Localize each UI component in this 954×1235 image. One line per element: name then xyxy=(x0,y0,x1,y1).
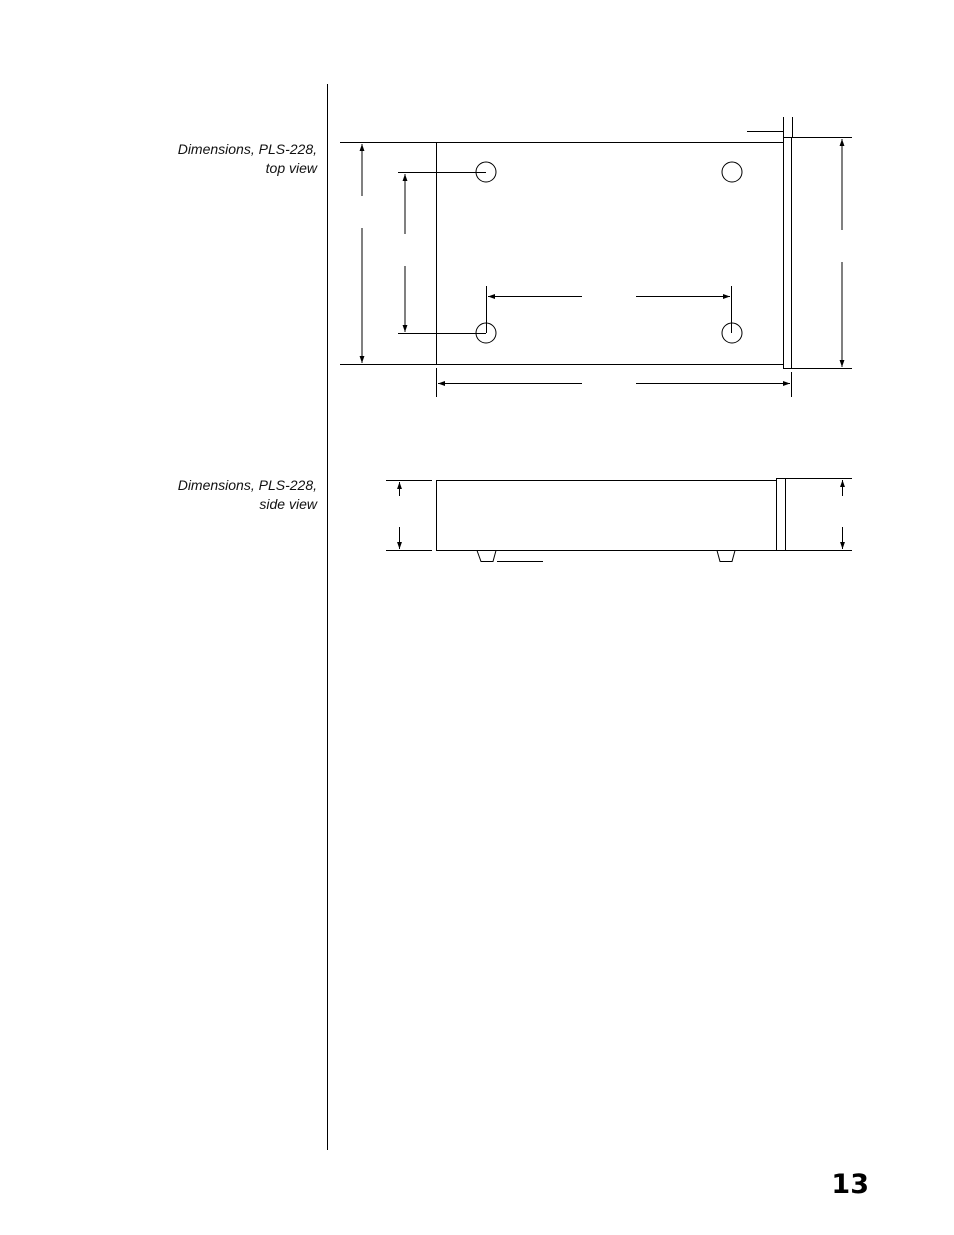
caption-side-view-line1: Dimensions, PLS-228, xyxy=(177,477,317,493)
side-view-drawing xyxy=(386,479,852,562)
side-view-front-panel xyxy=(777,479,786,551)
caption-side-view-line2: side view xyxy=(259,496,317,512)
top-view-drawing xyxy=(340,117,852,397)
side-view-foot-right xyxy=(717,551,735,562)
mounting-hole-top-right xyxy=(722,162,742,182)
side-view-foot-left xyxy=(477,551,496,562)
side-view-chassis xyxy=(437,481,777,551)
caption-top-view-line2: top view xyxy=(265,160,317,176)
caption-top-view-line1: Dimensions, PLS-228, xyxy=(177,141,317,157)
page-number: 13 xyxy=(831,1169,869,1200)
top-view-front-panel xyxy=(784,138,792,369)
